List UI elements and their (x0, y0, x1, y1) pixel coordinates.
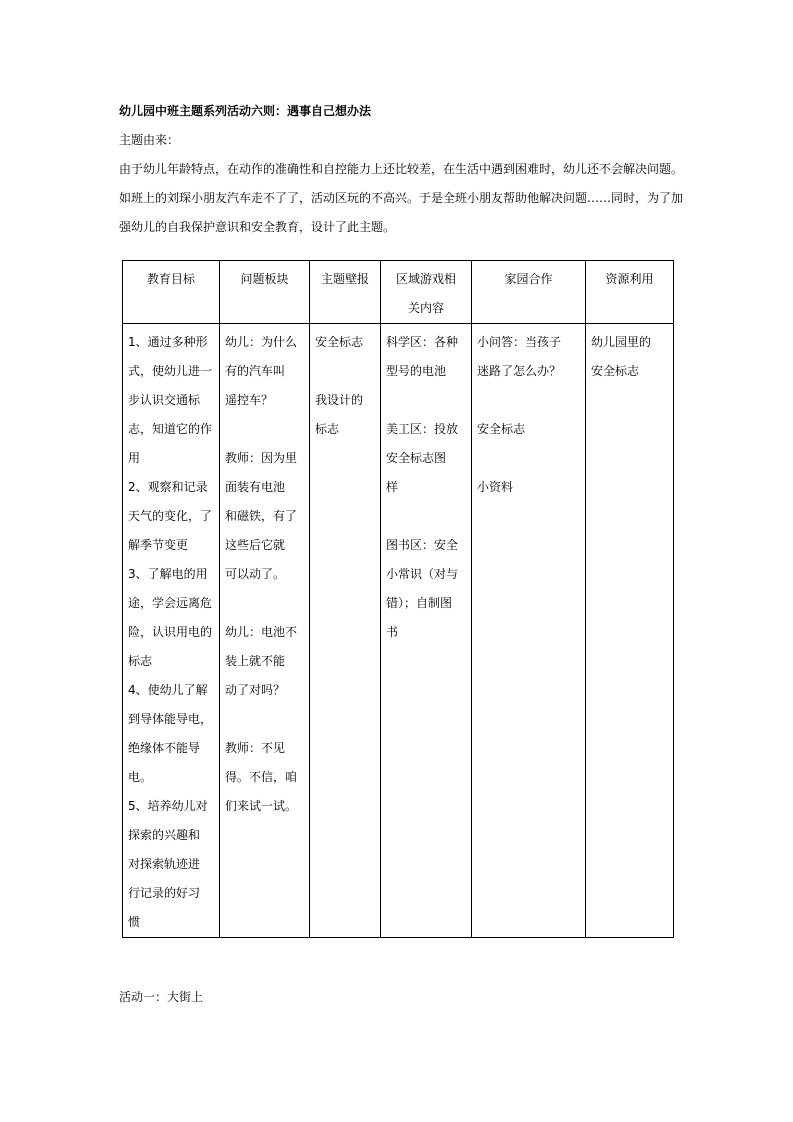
cell-line (315, 357, 375, 386)
cell-line: 安全标志图 (386, 451, 447, 465)
cell-line: 天气的变化，了 (128, 509, 213, 523)
cell-line: 小问答：当孩子 (477, 335, 562, 349)
cell-line (225, 589, 304, 618)
cell-line: 科学区：各种 (386, 335, 459, 349)
cell-line: 家园合作 (504, 272, 553, 286)
cell-line: 标志 (315, 422, 340, 436)
cell-line: 这些后它就 (225, 538, 286, 552)
cell-line: 探索的兴趣和 (128, 828, 201, 842)
cell-line: 们来试一试。 (225, 799, 298, 813)
cell-line: 用 (128, 451, 141, 465)
header-question-module (220, 261, 310, 324)
cell-line: 解季节变更 (128, 538, 189, 552)
cell-line: 步认识交通标 (128, 393, 201, 407)
cell-line: 得。不信，咱 (225, 770, 298, 784)
cell-line (477, 386, 580, 415)
origin-heading: 主题由来： (119, 133, 180, 147)
cell-line: 行记录的好习 (128, 886, 201, 900)
cell-line: 样 (386, 480, 399, 494)
paragraph-line-3: 强幼儿的自我保护意识和安全教育，设计了此主题。 (119, 220, 396, 234)
cell-line: 1、通过多种形 (128, 335, 208, 349)
cell-line: 标志 (128, 654, 153, 668)
cell-line: 险，认识用电的 (128, 625, 213, 639)
cell-line: 志，知道它的作 (128, 422, 213, 436)
cell-line: 有的汽车叫 (225, 364, 286, 378)
cell-resources (586, 324, 674, 938)
cell-line (225, 705, 304, 734)
cell-line: 小常识（对与 (386, 567, 459, 581)
cell-line: 小资料 (477, 480, 514, 494)
activity-heading: 活动一：大街上 (119, 990, 204, 1004)
cell-line: 型号的电池 (386, 364, 447, 378)
header-theme-wallboard (310, 261, 381, 324)
cell-line: 遥控车？ (225, 393, 274, 407)
cell-area-game (381, 324, 472, 938)
cell-line: 式，使幼儿进一 (128, 364, 213, 378)
cell-line: 书 (386, 625, 399, 639)
cell-line: 对探索轨迹进 (128, 857, 201, 871)
cell-line: 幼儿：为什么 (225, 335, 298, 349)
cell-line: 惯 (128, 915, 141, 929)
cell-line (386, 386, 466, 415)
cell-line: 可以动了。 (225, 567, 286, 581)
cell-education-goal (123, 324, 220, 938)
paragraph-line-2: 如班上的刘琛小朋友汽车走不了了，活动区玩的不高兴。于是全班小朋友帮助他解决问题……同时，为了加 (119, 191, 684, 205)
header-area-game (381, 261, 472, 324)
cell-line: 教师：不见 (225, 741, 286, 755)
cell-line: 安全标志 (591, 364, 640, 378)
cell-line: 2、观察和记录 (128, 480, 208, 494)
cell-theme-wallboard (310, 324, 381, 938)
cell-line: 绝缘体不能导 (128, 741, 201, 755)
cell-line: 5、培养幼儿对 (128, 799, 208, 813)
cell-line: 和磁铁，有了 (225, 509, 298, 523)
header-home-school (472, 261, 586, 324)
cell-line: 电。 (128, 770, 153, 784)
cell-line: 资源利用 (605, 272, 654, 286)
header-education-goal (123, 261, 220, 324)
cell-line: 区域游戏相 (395, 272, 456, 286)
cell-line (225, 415, 304, 444)
header-resources (586, 261, 674, 324)
cell-line: 安全标志 (315, 335, 364, 349)
cell-line (477, 444, 580, 473)
document-title: 幼儿园中班主题系列活动六则：遇事自己想办法 (119, 104, 372, 118)
cell-line: 美工区：投放 (386, 422, 459, 436)
cell-line: 到导体能导电， (128, 712, 213, 726)
theme-plan-table (122, 260, 674, 938)
cell-home-school (472, 324, 586, 938)
cell-line (386, 502, 466, 531)
table-header-row (123, 261, 674, 324)
cell-line: 教师：因为里 (225, 451, 298, 465)
cell-line: 幼儿：电池不 (225, 625, 298, 639)
cell-line: 问题板块 (240, 272, 289, 286)
cell-line: 3、了解电的用 (128, 567, 208, 581)
cell-line: 主题壁报 (320, 272, 369, 286)
table-row (123, 324, 674, 938)
cell-line: 图书区：安全 (386, 538, 459, 552)
paragraph-line-1: 由于幼儿年龄特点，在动作的准确性和自控能力上还比较差，在生活中遇到困难时，幼儿还不会解决问题。 (119, 162, 684, 176)
cell-line: 我设计的 (315, 393, 364, 407)
cell-question-module (220, 324, 310, 938)
cell-line: 途，学会远离危 (128, 596, 213, 610)
cell-line: 装上就不能 (225, 654, 286, 668)
cell-line: 错）；自制图 (386, 596, 453, 610)
cell-line: 迷路了怎么办？ (477, 364, 562, 378)
cell-line: 教育目标 (146, 272, 195, 286)
cell-line: 动了对吗？ (225, 683, 286, 697)
cell-line: 4、使幼儿了解 (128, 683, 208, 697)
cell-line: 幼儿园里的 (591, 335, 652, 349)
cell-line: 安全标志 (477, 422, 526, 436)
cell-line: 面装有电池 (225, 480, 286, 494)
cell-line: 关内容 (407, 301, 444, 315)
